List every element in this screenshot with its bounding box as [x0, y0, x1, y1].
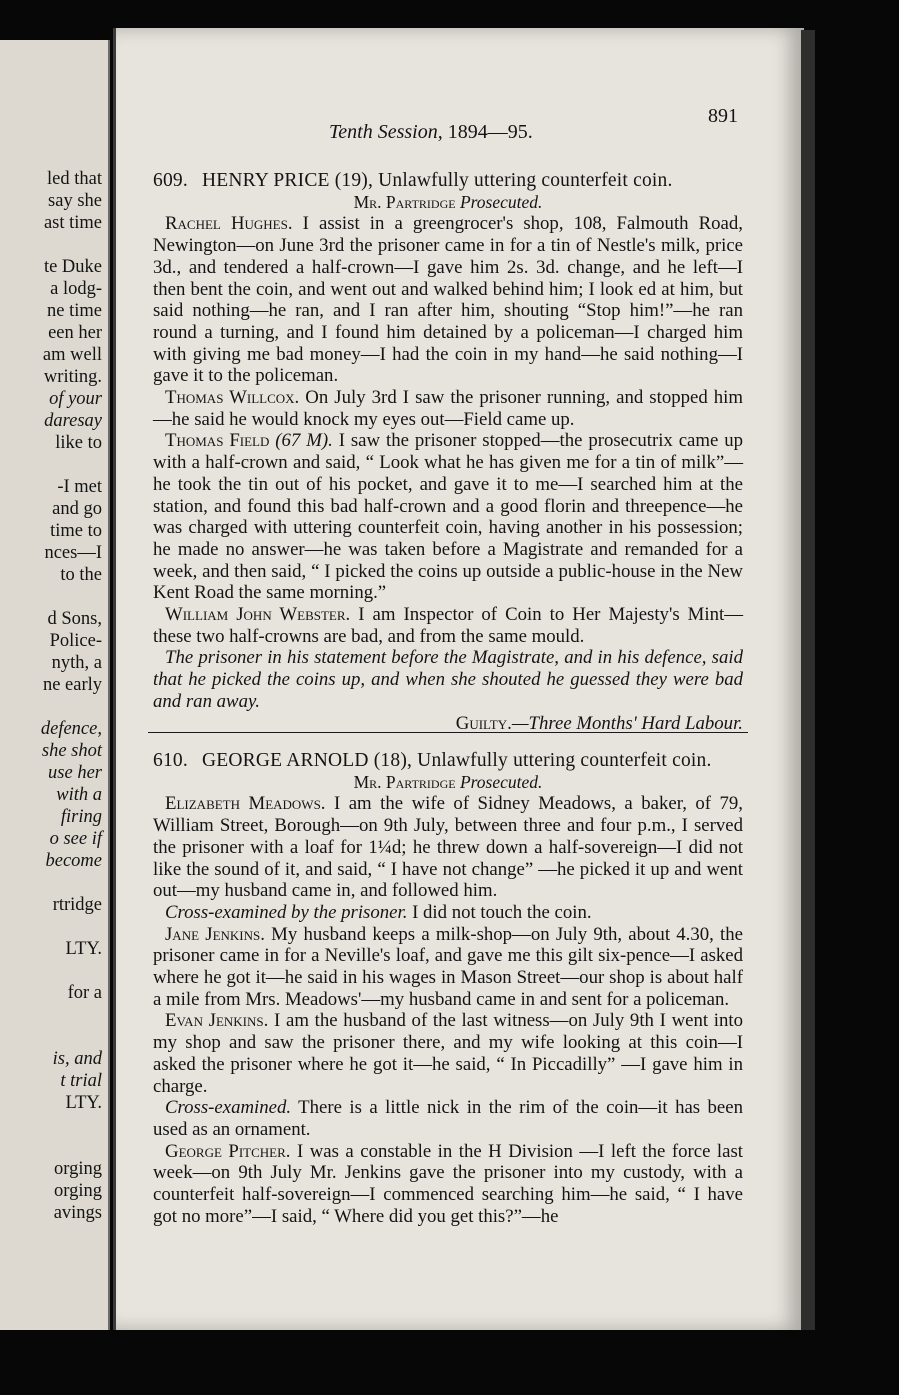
witness-name: Evan Jenkins. [165, 1010, 269, 1032]
witness-testimony [153, 604, 743, 647]
left-margin-line: to the [60, 565, 102, 585]
left-margin-line: ast time [43, 213, 102, 233]
left-margin-line: is, and [52, 1049, 102, 1069]
case-610 [153, 750, 743, 1227]
testimony-text: I saw the prisoner stopped—the prosecutrix came up with a half-crown and said, “ Look what he has given me for a tin of milk”—he took the tin out of his pocket, and gave it to me—I searched him at the station, and found this bad half-crown and a good florin and threepence—he was charged with uttering counterfeit coin, having another in his possession; he made no answer—he was taken before a Magistrate and remanded for a week, and then said, “ I picked the coins up outside a public-house in the New Kent Road the same morning.” [153, 430, 743, 604]
left-margin-line: she shot [41, 741, 102, 761]
testimony-text: My husband keeps a milk-shop—on July 9th, about 4.30, the prisoner came in for a Neville's loaf, and gave me this gilt six-pence—I asked where he got it—he said in his wages in Mason Street—our shop is about half a mile from Mrs. Meadows'—my husband came in and sent for a policeman. [153, 923, 744, 1010]
witness-name: Thomas Willcox. [165, 387, 300, 409]
left-margin-line: time to [50, 521, 102, 541]
left-margin-line: d Sons, [47, 609, 102, 629]
testimony-text: I am Inspector of Coin to Her Majesty's Mint—these two half-crowns are bad, and from the same mould. [153, 604, 743, 647]
testimony-text: I am the wife of Sidney Meadows, a baker, of 79, William Street, Borough—on 9th July, between three and four p.m., I served the prisoner with a loaf for 1¼d; he threw down a half-sovereign—I did not like the sound of it, and said, “ I have not change” —he picked it up and went out—my husband came in, and followed him. [153, 793, 743, 902]
witness-name: George Pitcher. [165, 1140, 291, 1162]
verdict-label: Guilty. [455, 712, 512, 734]
page [113, 28, 804, 1330]
cross-text: I did not touch the coin. [412, 901, 592, 923]
left-margin-line: o see if [49, 829, 102, 849]
counsel-name: Mr. Partridge [353, 771, 456, 792]
counsel-line [153, 192, 743, 214]
counsel-line [153, 772, 743, 794]
testimony-text: On July 3rd I saw the prisoner running, and stopped him—he said he would knock my eyes out—Field came up. [153, 387, 743, 430]
left-margin-line: led that [47, 169, 102, 189]
counsel-role: Prosecuted. [459, 191, 543, 212]
left-margin-line: LTY. [65, 939, 102, 959]
left-margin-line: ne early [42, 675, 102, 695]
case-title: GEORGE ARNOLD (18), Unlawfully uttering counterfeit coin. [201, 750, 712, 771]
section-divider [148, 732, 748, 733]
testimony-text: I am the husband of the last witness—on July 9th I went into my shop and saw the prisoner there, and my wife looking at this coin—I asked the prisoner where he got it—he said, “ In Piccadilly” —I gave him in charge. [153, 1010, 743, 1097]
session-title: Tenth Session, [329, 121, 443, 143]
left-margin-line: writing. [43, 367, 102, 387]
case-609 [153, 170, 743, 734]
witness-testimony [153, 1141, 743, 1228]
left-margin-line: a lodg- [50, 279, 102, 299]
left-margin-line: rtridge [52, 895, 102, 915]
witness-name: Thomas Field [165, 430, 270, 452]
page-number: 891 [708, 105, 738, 127]
witness-name: Elizabeth Meadows. [165, 793, 326, 815]
left-margin-line: nyth, a [51, 653, 102, 673]
verdict-sentence: —Three Months' Hard Labour. [511, 712, 743, 734]
cross-examination [153, 1097, 743, 1140]
left-margin-line: avings [53, 1203, 102, 1223]
left-margin-line: like to [55, 433, 102, 453]
cross-label: Cross-examined by the prisoner. [165, 901, 408, 923]
left-margin-line: een her [48, 323, 102, 343]
cross-label: Cross-examined. [165, 1097, 292, 1119]
cross-text: There is a little nick in the rim of the coin—it has been used as an ornament. [153, 1097, 743, 1140]
left-margin-line: use her [48, 763, 102, 783]
case-heading [153, 750, 743, 772]
left-margin-line: ne time [47, 301, 102, 321]
witness-name: Jane Jenkins. [165, 923, 265, 945]
left-margin-line: daresay [44, 411, 102, 431]
case-heading [153, 170, 743, 192]
left-margin-line: defence, [40, 719, 102, 739]
left-margin-line: orging [54, 1181, 102, 1201]
cross-examination [153, 902, 743, 924]
left-margin-line: LTY. [65, 1093, 102, 1113]
left-margin-line: orging [54, 1159, 102, 1179]
left-margin-line: become [45, 851, 102, 871]
counsel-role: Prosecuted. [459, 771, 543, 792]
testimony-text: I assist in a greengrocer's shop, 108, Falmouth Road, Newington—on June 3rd the prisoner came in for a tin of Nestle's milk, price 3d., and tendered a half-crown—I gave him 2s. 3d. change, and he left—I then bent the coin, and went out and walked behind him; I look ed at him, but said nothing—he ran, and I ran after him, shouting “Stop him!”—he ran round a turning, and I found him detained by a policeman—I charged him with giving me bad money—I had the coin in my hand—he said nothing—I gave it to the policeman. [153, 213, 743, 387]
left-margin-line: nces—I [44, 543, 102, 563]
testimony-text: I was a constable in the H Division —I left the force last week—on 9th July Mr. Jenkins gave the prisoner into my custody, with a counterfeit half-sovereign—I commenced searching him—he said, “ I have got no more”—I said, “ Where did you get this?”—he [153, 1140, 744, 1227]
witness-testimony [153, 430, 743, 604]
defence-statement: The prisoner in his statement before the Magistrate, and in his defence, said that he picked the coins up, and when she shouted he guessed they were bad and ran away. [153, 647, 743, 712]
book-edge [801, 30, 815, 1330]
left-margin-line: and go [52, 499, 102, 519]
left-margin-line: for a [67, 983, 102, 1003]
left-margin-line: Police- [49, 631, 102, 651]
left-margin-line: am well [42, 345, 102, 365]
witness-testimony [153, 387, 743, 430]
left-margin-line: -I met [57, 477, 102, 497]
witness-name: Rachel Hughes. [165, 213, 293, 235]
witness-testimony [153, 793, 743, 902]
witness-testimony [153, 924, 743, 1011]
witness-name: William John Webster. [165, 604, 351, 626]
session-years: 1894—95. [447, 121, 533, 143]
left-margin-line: with a [56, 785, 102, 805]
case-number: 610. [153, 750, 188, 771]
counsel-name: Mr. Partridge [353, 191, 456, 212]
left-margin-line: te Duke [43, 257, 102, 277]
left-page-fragment [0, 40, 110, 1330]
witness-testimony [153, 213, 743, 387]
left-margin-line: of your [49, 389, 102, 409]
case-number: 609. [153, 170, 188, 191]
left-margin-line: t trial [60, 1071, 102, 1091]
witness-rank: (67 M). [275, 430, 333, 452]
witness-testimony [153, 1010, 743, 1097]
case-title: HENRY PRICE (19), Unlawfully uttering counterfeit coin. [201, 170, 673, 191]
left-margin-line: say she [48, 191, 102, 211]
running-header [329, 121, 533, 144]
left-margin-line: firing [60, 807, 102, 827]
